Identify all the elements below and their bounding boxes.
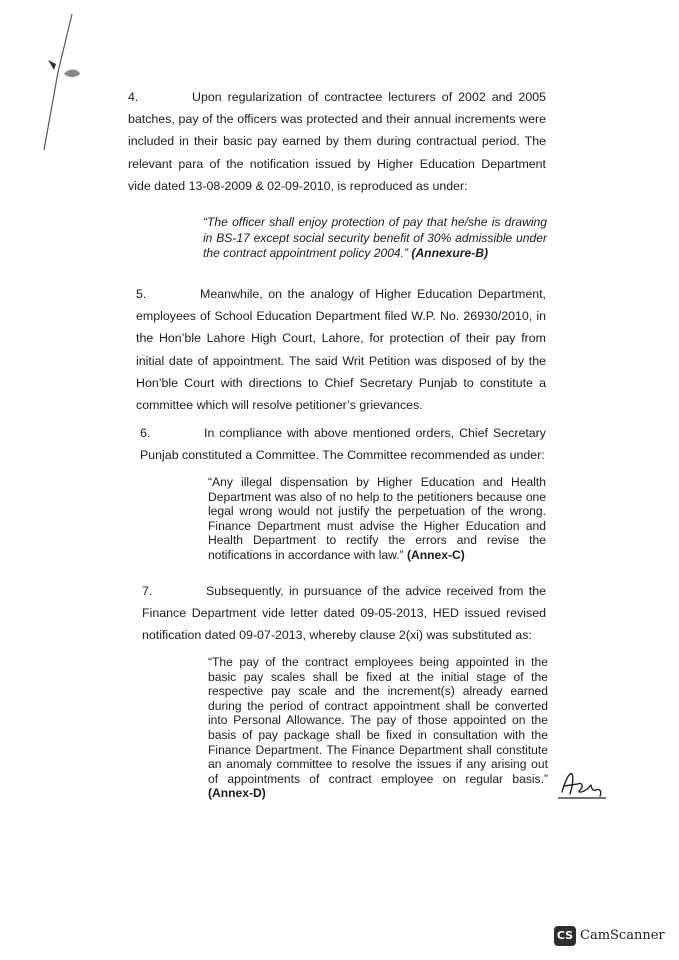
quote-text: “The pay of the contract employees being appointed in the basic pay scales shall be fixed at the initial stage of the respective pay scale and the increment(s) already earned during the period of contract appointment shall be converted into Personal Allowance. The pay of those appointed on the basis of pay package shall be fixed in consultation with the Finance Department. The Finance Department shall constitute an anomaly committee to resolve the issues if any arising out of appointments of contract employee on regular basis.” bbox=[208, 655, 548, 786]
paragraph-text: In compliance with above mentioned orders, Chief Secretary Punjab constituted a Committee. The Committee recommended as under: bbox=[140, 426, 546, 463]
paragraph-number: 6. bbox=[140, 426, 151, 440]
paragraph-text: Subsequently, in pursuance of the advice received from the Finance Department vide letter dated 09-05-2013, HED issued revised notification dated 09-07-2013, whereby clause 2(xi) was substituted as: bbox=[142, 584, 546, 643]
quote-4 bbox=[203, 215, 547, 262]
paragraph-number: 4. bbox=[128, 90, 139, 104]
camscanner-name: CamScanner bbox=[580, 928, 665, 943]
quote-text: “The officer shall enjoy protection of pay that he/she is drawing in BS-17 except social security benefit of 30% admissible under the contract appointment policy 2004.” bbox=[203, 215, 547, 261]
paragraph-6 bbox=[140, 422, 546, 466]
scan-mark-icon bbox=[28, 12, 88, 152]
paragraph-7 bbox=[142, 580, 546, 647]
quote-text: “Any illegal dispensation by Higher Education and Health Department was also of no help to the petitioners because one legal wrong would not justify the perpetuation of the wrong. Finance Department must advise the Higher Education and Health Department to rectify the errors and revise the notifications in accordance with law.” bbox=[208, 475, 546, 562]
annex-label: (Annex-D) bbox=[208, 786, 266, 801]
annex-label: (Annex-C) bbox=[407, 547, 465, 562]
handwritten-initials-icon bbox=[556, 768, 610, 802]
quote-7 bbox=[208, 655, 548, 801]
camscanner-logo-icon: CS bbox=[554, 926, 576, 946]
paragraph-text: Upon regularization of contractee lecturers of 2002 and 2005 batches, pay of the officers was protected and their annual increments were included in their basic pay earned by them during contractual period. The relevant para of the notification issued by Higher Education Department vide dated 13-08-2009 & 02-09-2010, is reproduced as under: bbox=[128, 90, 546, 193]
paragraph-text: Meanwhile, on the analogy of Higher Education Department, employees of School Education Department filed W.P. No. 26930/2010, in the Hon’ble Lahore High Court, Lahore, for protection of their pay from initial date of appointment. The said Writ Petition was disposed of by the Hon’ble Court with directions to Chief Secretary Punjab to constitute a committee which will resolve petitioner’s grievances. bbox=[136, 287, 546, 413]
annex-label: (Annexure-B) bbox=[411, 246, 489, 261]
paragraph-number: 5. bbox=[136, 287, 147, 301]
quote-6 bbox=[208, 475, 546, 563]
paragraph-4 bbox=[128, 86, 546, 197]
paragraph-number: 7. bbox=[142, 584, 153, 598]
paragraph-5 bbox=[136, 283, 546, 416]
